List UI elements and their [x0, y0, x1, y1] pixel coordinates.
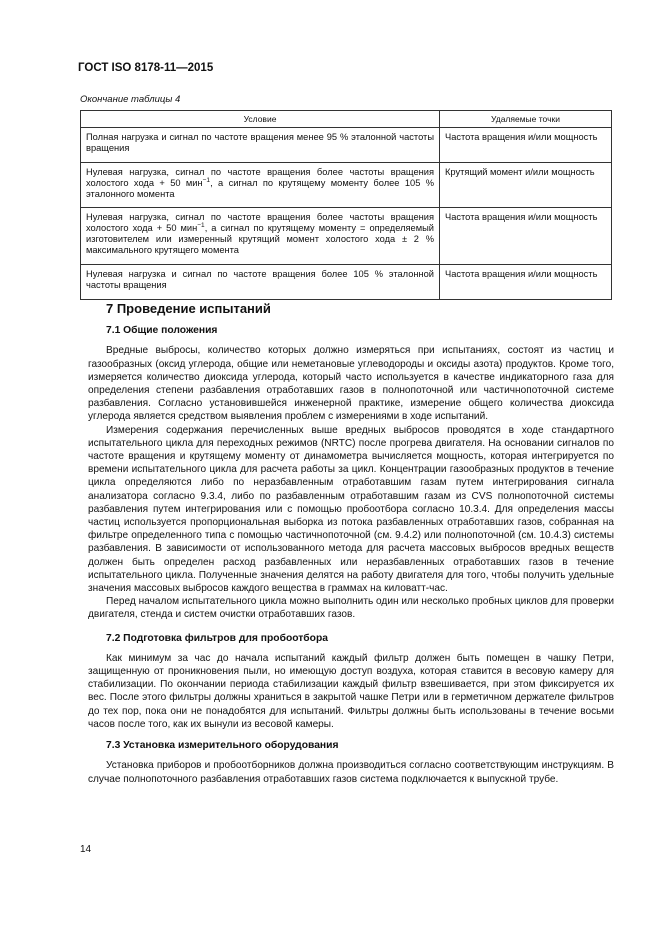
paragraph: Вредные выбросы, количество которых должно измеряться при испытаниях, состоят из частиц и газообразных (оксид углерода, общие или неметановые углеводороды и оксиды азота) продуктов. Кроме того, измеряется количество диоксида углерода, который часто используется в качестве индикаторного газа для определения степени разбавления отработавших газов в полнопоточной или частичнопоточной системе разбавления. Согласно установившейся инженерной практике, измерение общего количества диоксида углерода является средством выявления проблем с измерениями в ходе испытаний.	[88, 345, 614, 423]
condition-text-part: Нулевая нагрузка, сигнал по частоте вращения более частоты вращения холостого хода + 50 мин	[86, 167, 434, 188]
page-number: 14	[80, 844, 92, 855]
unit-exponent: −1	[202, 176, 211, 184]
points-cell: Частота вращения и/или мощность	[440, 208, 612, 265]
paragraph: Измерения содержания перечисленных выше вредных выбросов проводятся в ходе стандартного испытательного цикла для переходных режимов (NRTC) после прогрева двигателя. На основании сигналов по частоте вращения и крутящему моменту от динамометра вычисляется мощность, которая интегрируется по времени испытательного цикла для расчета работы за цикл. Концентрации газообразных продуктов в течение цикла определяются либо по неразбавленным отработавшим газам путем интегрирования сигнала анализатора согласно 9.3.4, либо по разбавленным отработавшим газам из CVS полнопоточной системы разбавления путем интегрирования или с помощью пробоотбора согласно 10.3.4. Для определения массы частиц используется пропорциональная выборка из потока разбавленных отработавших газов, собранная на фильтре определенного типа с помощью частичнопоточной (см. 9.4.2) или полнопоточной (см. 10.4.3) системы разбавления. В зависимости от использованного метода для расчета массовых выбросов вредных веществ должен быть определен расход разбавленных или неразбавленных отработавших газов в течение испытательного цикла. Полученные значения делятся на работу двигателя для того, чтобы получить удельные значения массовых выбросов каждого вещества в граммах на киловатт-час.	[88, 424, 614, 595]
points-cell: Частота вращения и/или мощность	[440, 265, 612, 300]
table-row	[81, 128, 612, 163]
subsection-title-7-1: 7.1 Общие положения	[106, 325, 218, 337]
paragraph: Установка приборов и пробоотборников должна производиться согласно соответствующим инструкциям. В случае полнопоточного разбавления отработавших газов система подключается к выпускной трубе.	[88, 760, 614, 785]
table-row	[81, 163, 612, 208]
paragraph: Перед началом испытательного цикла можно выполнить один или несколько пробных циклов для проверки двигателя, стенда и систем очистки отработавших газов.	[88, 596, 614, 621]
unit-exponent: −1	[197, 221, 205, 229]
condition-cell	[81, 208, 440, 265]
table-header-row	[81, 111, 612, 128]
table-row	[81, 208, 612, 265]
condition-text-part: , а сигнал по крутящему моменту более 105 % эталонного момента	[86, 178, 435, 199]
document-header: ГОСТ ISO 8178-11—2015	[78, 62, 214, 74]
section-title: 7 Проведение испытаний	[106, 301, 271, 316]
column-header-points: Удаляемые точки	[440, 111, 612, 128]
subsection-title-7-2: 7.2 Подготовка фильтров для пробоотбора	[106, 632, 328, 644]
condition-text-part: , а сигнал по крутящему моменту = определяемый изготовителем или измеренный крутящий момент холостого хода ± 2 % максимального крутящего момента	[86, 223, 434, 255]
condition-text-part: Нулевая нагрузка, сигнал по частоте вращения более частоты вращения холостого хода + 50 мин	[86, 212, 434, 233]
points-cell: Частота вращения и/или мощность	[440, 128, 612, 163]
conditions-table	[80, 110, 612, 300]
condition-cell: Полная нагрузка и сигнал по частоте вращения менее 95 % эталонной частоты вращения	[81, 128, 440, 163]
section-7	[88, 302, 614, 786]
condition-cell: Нулевая нагрузка и сигнал по частоте вращения более 105 % эталонной частоты вращения	[81, 265, 440, 300]
table-caption: Окончание таблицы 4	[80, 94, 181, 105]
column-header-condition: Условие	[81, 111, 440, 128]
subsection-title-7-3: 7.3 Установка измерительного оборудования	[106, 740, 339, 752]
points-cell: Крутящий момент и/или мощность	[440, 163, 612, 208]
table-row	[81, 265, 612, 300]
paragraph: Как минимум за час до начала испытаний каждый фильтр должен быть помещен в чашку Петри, защищенную от проникновения пыли, но имеющую доступ воздуха, которая ставится в весовую камеру для стабилизации. По окончании периода стабилизации каждый фильтр взвешивается, при этом фиксируется их вес. После этого фильтры должны храниться в закрытой чашке Петри или в герметичном держателе фильтров до тех пор, пока они не понадобятся для испытаний. Фильтры должны быть использованы в течение восьми часов после того, как их вынули из весовой камеры.	[88, 652, 614, 730]
condition-cell	[81, 163, 440, 208]
